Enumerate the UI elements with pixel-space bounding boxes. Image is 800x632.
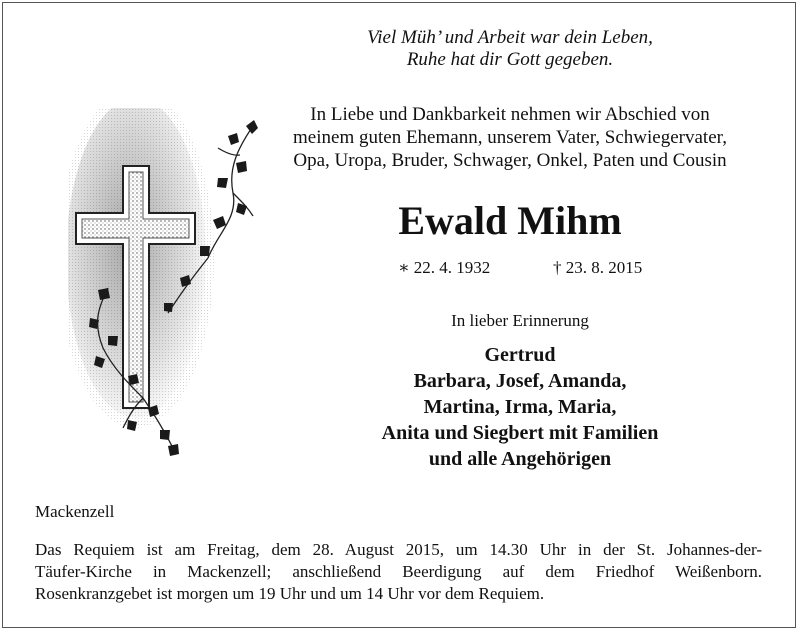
epigraph-line: Viel Müh’ und Arbeit war dein Leben, (367, 27, 653, 48)
epigraph (300, 27, 720, 71)
intro-line: Opa, Uropa, Bruder, Schwager, Onkel, Paten und Cousin (293, 150, 727, 171)
epigraph-line: Ruhe hat dir Gott gegeben. (406, 49, 614, 70)
intro-text (270, 103, 750, 172)
birth-date: ∗ 22. 4. 1932 (398, 258, 491, 277)
mourner-line: und alle Angehörigen (428, 448, 612, 470)
mourner-line: Barbara, Josef, Amanda, (413, 370, 627, 392)
notice-line: Täufer-Kirche in Mackenzell; anschließend Beerdigung auf dem Friedhof Weißenborn. (35, 562, 762, 581)
place-name: Mackenzell (35, 502, 115, 521)
deceased-name: Ewald Mihm (398, 198, 622, 243)
notice-line: Rosenkranzgebet ist morgen um 19 Uhr und um 14 Uhr vor dem Requiem. (35, 584, 545, 603)
memory-label: In lieber Erinnerung (451, 311, 589, 330)
mourner-line: Martina, Irma, Maria, (423, 396, 617, 418)
notice-line: Das Requiem ist am Freitag, dem 28. August 2015, um 14.30 Uhr in der St. Johannes-der- (35, 540, 762, 559)
service-notice (35, 539, 762, 605)
intro-line: In Liebe und Dankbarkeit nehmen wir Abschied von (310, 104, 710, 125)
cross-with-ivy-icon (68, 108, 268, 468)
mourner-line: Anita und Siegbert mit Familien (381, 422, 659, 444)
mourners-list (300, 342, 740, 472)
intro-line: meinem guten Ehemann, unserem Vater, Schwiegervater, (293, 127, 727, 148)
mourner-line: Gertrud (484, 344, 556, 366)
death-date: † 23. 8. 2015 (553, 258, 643, 277)
